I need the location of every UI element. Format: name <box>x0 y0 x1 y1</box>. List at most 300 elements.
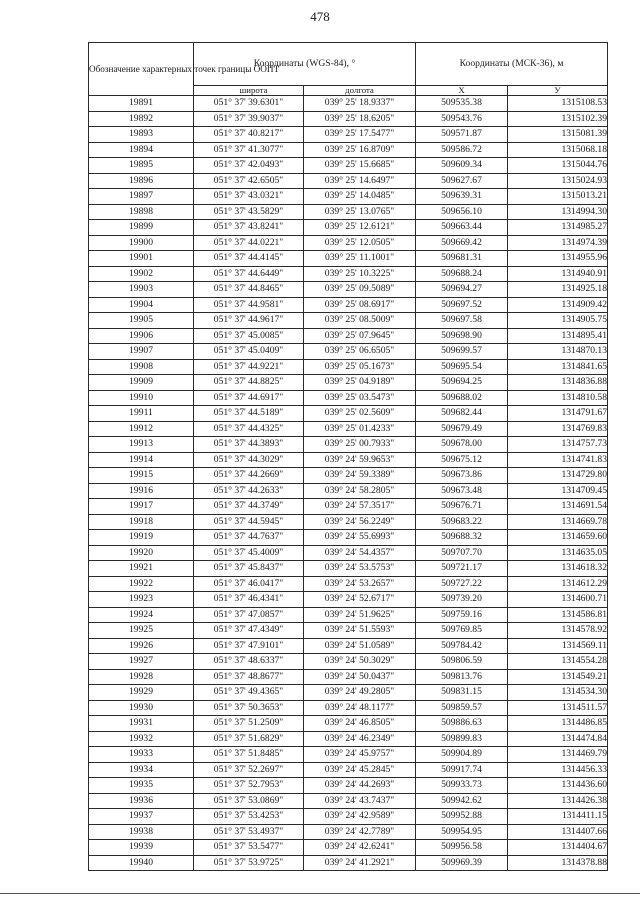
x-coordinate-cell: 509694.27 <box>416 282 508 298</box>
point-id-cell: 19895 <box>89 158 194 174</box>
x-coordinate-cell: 509904.89 <box>416 747 508 763</box>
latitude-cell: 051° 37' 50.3653" <box>194 700 304 716</box>
longitude-cell: 039° 24' 50.3029" <box>304 654 416 670</box>
table-row <box>89 592 608 608</box>
table-row <box>89 778 608 794</box>
longitude-cell: 039° 25' 03.5473" <box>304 390 416 406</box>
table-row <box>89 824 608 840</box>
point-id-cell: 19904 <box>89 297 194 313</box>
point-id-cell: 19918 <box>89 514 194 530</box>
point-id-cell: 19899 <box>89 220 194 236</box>
longitude-cell: 039° 24' 58.2805" <box>304 483 416 499</box>
longitude-cell: 039° 25' 14.0485" <box>304 189 416 205</box>
longitude-cell: 039° 24' 46.8505" <box>304 716 416 732</box>
y-coordinate-cell: 1314534.30 <box>508 685 608 701</box>
latitude-cell: 051° 37' 53.4937" <box>194 824 304 840</box>
x-coordinate-cell: 509609.34 <box>416 158 508 174</box>
latitude-cell: 051° 37' 48.8677" <box>194 669 304 685</box>
x-coordinate-cell: 509952.88 <box>416 809 508 825</box>
x-coordinate-cell: 509917.74 <box>416 762 508 778</box>
point-id-cell: 19894 <box>89 142 194 158</box>
y-coordinate-cell: 1314810.58 <box>508 390 608 406</box>
y-coordinate-cell: 1314578.92 <box>508 623 608 639</box>
point-id-cell: 19927 <box>89 654 194 670</box>
longitude-cell: 039° 25' 16.8709" <box>304 142 416 158</box>
table-row <box>89 638 608 654</box>
x-coordinate-cell: 509697.52 <box>416 297 508 313</box>
latitude-cell: 051° 37' 39.9037" <box>194 111 304 127</box>
point-id-cell: 19920 <box>89 545 194 561</box>
table-row <box>89 793 608 809</box>
point-id-cell: 19925 <box>89 623 194 639</box>
table-row <box>89 421 608 437</box>
table-row <box>89 700 608 716</box>
x-coordinate-cell: 509859.57 <box>416 700 508 716</box>
x-coordinate-cell: 509586.72 <box>416 142 508 158</box>
longitude-cell: 039° 25' 18.9337" <box>304 96 416 112</box>
latitude-cell: 051° 37' 51.8485" <box>194 747 304 763</box>
table-row <box>89 235 608 251</box>
latitude-cell: 051° 37' 48.6337" <box>194 654 304 670</box>
y-coordinate-cell: 1314994.30 <box>508 204 608 220</box>
point-id-cell: 19923 <box>89 592 194 608</box>
x-coordinate-cell: 509707.70 <box>416 545 508 561</box>
x-coordinate-cell: 509806.59 <box>416 654 508 670</box>
point-id-cell: 19911 <box>89 406 194 422</box>
y-coordinate-cell: 1314600.71 <box>508 592 608 608</box>
point-id-cell: 19912 <box>89 421 194 437</box>
longitude-cell: 039° 24' 48.1177" <box>304 700 416 716</box>
longitude-cell: 039° 25' 06.6505" <box>304 344 416 360</box>
y-coordinate-cell: 1315102.39 <box>508 111 608 127</box>
table-row <box>89 127 608 143</box>
longitude-cell: 039° 24' 51.5593" <box>304 623 416 639</box>
latitude-cell: 051° 37' 47.0857" <box>194 607 304 623</box>
table-row <box>89 855 608 871</box>
latitude-cell: 051° 37' 53.0869" <box>194 793 304 809</box>
longitude-cell: 039° 24' 49.2805" <box>304 685 416 701</box>
longitude-cell: 039° 24' 51.0589" <box>304 638 416 654</box>
y-coordinate-cell: 1314426.38 <box>508 793 608 809</box>
latitude-cell: 051° 37' 51.2509" <box>194 716 304 732</box>
latitude-cell: 051° 37' 45.8437" <box>194 561 304 577</box>
table-row <box>89 499 608 515</box>
table-row <box>89 561 608 577</box>
latitude-cell: 051° 37' 53.5477" <box>194 840 304 856</box>
x-coordinate-cell: 509969.39 <box>416 855 508 871</box>
point-id-cell: 19893 <box>89 127 194 143</box>
point-id-cell: 19922 <box>89 576 194 592</box>
latitude-cell: 051° 37' 46.0417" <box>194 576 304 592</box>
table-header-row <box>89 43 608 86</box>
point-column-header: Обозначение характерных точек границы ООПТ <box>89 43 194 96</box>
table-row <box>89 623 608 639</box>
longitude-cell: 039° 24' 59.3389" <box>304 468 416 484</box>
x-coordinate-cell: 509899.83 <box>416 731 508 747</box>
longitude-cell: 039° 25' 17.5477" <box>304 127 416 143</box>
table-row <box>89 747 608 763</box>
latitude-cell: 051° 37' 49.4365" <box>194 685 304 701</box>
latitude-cell: 051° 37' 47.4349" <box>194 623 304 639</box>
latitude-cell: 051° 37' 44.5945" <box>194 514 304 530</box>
table-row <box>89 204 608 220</box>
y-coordinate-cell: 1314554.28 <box>508 654 608 670</box>
x-coordinate-cell: 509813.76 <box>416 669 508 685</box>
latitude-cell: 051° 37' 44.2669" <box>194 468 304 484</box>
longitude-cell: 039° 24' 46.2349" <box>304 731 416 747</box>
longitude-column-header: долгота <box>304 86 416 96</box>
y-coordinate-cell: 1314586.81 <box>508 607 608 623</box>
y-coordinate-cell: 1314407.66 <box>508 824 608 840</box>
y-coordinate-cell: 1314635.05 <box>508 545 608 561</box>
table-row <box>89 111 608 127</box>
table-row <box>89 220 608 236</box>
x-coordinate-cell: 509682.44 <box>416 406 508 422</box>
table-row <box>89 545 608 561</box>
x-coordinate-cell: 509942.62 <box>416 793 508 809</box>
point-id-cell: 19933 <box>89 747 194 763</box>
x-coordinate-cell: 509721.17 <box>416 561 508 577</box>
point-id-cell: 19906 <box>89 328 194 344</box>
point-id-cell: 19909 <box>89 375 194 391</box>
longitude-cell: 039° 25' 08.6917" <box>304 297 416 313</box>
y-coordinate-cell: 1314549.21 <box>508 669 608 685</box>
table-row <box>89 514 608 530</box>
y-coordinate-cell: 1314469.79 <box>508 747 608 763</box>
longitude-cell: 039° 24' 54.4357" <box>304 545 416 561</box>
latitude-cell: 051° 37' 52.7953" <box>194 778 304 794</box>
point-id-cell: 19908 <box>89 359 194 375</box>
table-row <box>89 530 608 546</box>
y-coordinate-cell: 1315044.76 <box>508 158 608 174</box>
latitude-cell: 051° 37' 39.6301" <box>194 96 304 112</box>
x-coordinate-cell: 509954.95 <box>416 824 508 840</box>
x-coordinate-cell: 509759.16 <box>416 607 508 623</box>
latitude-cell: 051° 37' 45.4009" <box>194 545 304 561</box>
y-coordinate-cell: 1315024.93 <box>508 173 608 189</box>
table-row <box>89 716 608 732</box>
x-coordinate-cell: 509698.90 <box>416 328 508 344</box>
table-row <box>89 313 608 329</box>
point-id-cell: 19901 <box>89 251 194 267</box>
latitude-cell: 051° 37' 44.4325" <box>194 421 304 437</box>
latitude-cell: 051° 37' 44.9581" <box>194 297 304 313</box>
point-id-cell: 19938 <box>89 824 194 840</box>
longitude-cell: 039° 24' 55.6993" <box>304 530 416 546</box>
x-coordinate-cell: 509639.31 <box>416 189 508 205</box>
x-coordinate-cell: 509656.10 <box>416 204 508 220</box>
point-id-cell: 19917 <box>89 499 194 515</box>
y-coordinate-cell: 1315013.21 <box>508 189 608 205</box>
longitude-cell: 039° 24' 42.9589" <box>304 809 416 825</box>
point-id-cell: 19907 <box>89 344 194 360</box>
point-id-cell: 19924 <box>89 607 194 623</box>
longitude-cell: 039° 25' 02.5609" <box>304 406 416 422</box>
longitude-cell: 039° 25' 11.1001" <box>304 251 416 267</box>
longitude-cell: 039° 24' 57.3517" <box>304 499 416 515</box>
y-coordinate-cell: 1314836.88 <box>508 375 608 391</box>
y-coordinate-cell: 1314791.67 <box>508 406 608 422</box>
y-coordinate-cell: 1314618.32 <box>508 561 608 577</box>
x-coordinate-cell: 509676.71 <box>416 499 508 515</box>
x-coordinate-cell: 509683.22 <box>416 514 508 530</box>
table-row <box>89 483 608 499</box>
latitude-cell: 051° 37' 44.8825" <box>194 375 304 391</box>
point-id-cell: 19939 <box>89 840 194 856</box>
table-row <box>89 158 608 174</box>
longitude-cell: 039° 24' 53.2657" <box>304 576 416 592</box>
point-id-cell: 19900 <box>89 235 194 251</box>
table-row <box>89 809 608 825</box>
point-id-cell: 19897 <box>89 189 194 205</box>
latitude-cell: 051° 37' 43.8241" <box>194 220 304 236</box>
y-coordinate-cell: 1315108.53 <box>508 96 608 112</box>
point-id-cell: 19935 <box>89 778 194 794</box>
x-coordinate-cell: 509669.42 <box>416 235 508 251</box>
table-row <box>89 142 608 158</box>
y-coordinate-cell: 1314659.60 <box>508 530 608 546</box>
longitude-cell: 039° 24' 41.2921" <box>304 855 416 871</box>
y-coordinate-cell: 1314974.39 <box>508 235 608 251</box>
latitude-cell: 051° 37' 44.3749" <box>194 499 304 515</box>
x-coordinate-cell: 509956.58 <box>416 840 508 856</box>
msk-column-header: Координаты (МСК-36), м <box>416 43 608 86</box>
latitude-cell: 051° 37' 44.0221" <box>194 235 304 251</box>
table-row <box>89 840 608 856</box>
y-coordinate-cell: 1314895.41 <box>508 328 608 344</box>
point-id-cell: 19926 <box>89 638 194 654</box>
latitude-cell: 051° 37' 44.6449" <box>194 266 304 282</box>
x-coordinate-cell: 509695.54 <box>416 359 508 375</box>
longitude-cell: 039° 25' 09.5089" <box>304 282 416 298</box>
y-coordinate-cell: 1314612.29 <box>508 576 608 592</box>
longitude-cell: 039° 24' 52.6717" <box>304 592 416 608</box>
x-coordinate-cell: 509784.42 <box>416 638 508 654</box>
longitude-cell: 039° 24' 44.2693" <box>304 778 416 794</box>
table-row <box>89 297 608 313</box>
point-id-cell: 19930 <box>89 700 194 716</box>
y-coordinate-cell: 1314741.83 <box>508 452 608 468</box>
table-row <box>89 251 608 267</box>
latitude-cell: 051° 37' 44.7637" <box>194 530 304 546</box>
latitude-cell: 051° 37' 43.5829" <box>194 204 304 220</box>
y-coordinate-cell: 1314769.83 <box>508 421 608 437</box>
page-bottom-rule <box>0 893 640 894</box>
table-row <box>89 654 608 670</box>
x-column-header: X <box>416 86 508 96</box>
x-coordinate-cell: 509688.24 <box>416 266 508 282</box>
point-id-cell: 19932 <box>89 731 194 747</box>
y-coordinate-cell: 1314511.57 <box>508 700 608 716</box>
point-id-cell: 19931 <box>89 716 194 732</box>
table-row <box>89 468 608 484</box>
latitude-cell: 051° 37' 44.8465" <box>194 282 304 298</box>
y-coordinate-cell: 1314709.45 <box>508 483 608 499</box>
point-id-cell: 19916 <box>89 483 194 499</box>
longitude-cell: 039° 25' 05.1673" <box>304 359 416 375</box>
y-coordinate-cell: 1314925.18 <box>508 282 608 298</box>
latitude-cell: 051° 37' 52.2697" <box>194 762 304 778</box>
x-coordinate-cell: 509675.12 <box>416 452 508 468</box>
latitude-cell: 051° 37' 44.9617" <box>194 313 304 329</box>
y-coordinate-cell: 1314870.13 <box>508 344 608 360</box>
table-row <box>89 344 608 360</box>
y-coordinate-cell: 1314729.80 <box>508 468 608 484</box>
longitude-cell: 039° 24' 45.2845" <box>304 762 416 778</box>
table-row <box>89 96 608 112</box>
longitude-cell: 039° 25' 15.6685" <box>304 158 416 174</box>
latitude-cell: 051° 37' 44.2633" <box>194 483 304 499</box>
point-id-cell: 19903 <box>89 282 194 298</box>
y-coordinate-cell: 1314955.96 <box>508 251 608 267</box>
table-row <box>89 607 608 623</box>
longitude-cell: 039° 25' 00.7933" <box>304 437 416 453</box>
y-coordinate-cell: 1314474.84 <box>508 731 608 747</box>
longitude-cell: 039° 25' 12.0505" <box>304 235 416 251</box>
y-coordinate-cell: 1314569.11 <box>508 638 608 654</box>
latitude-cell: 051° 37' 53.4253" <box>194 809 304 825</box>
x-coordinate-cell: 509831.15 <box>416 685 508 701</box>
point-id-cell: 19913 <box>89 437 194 453</box>
latitude-cell: 051° 37' 43.0321" <box>194 189 304 205</box>
table-row <box>89 328 608 344</box>
y-column-header: У <box>508 86 608 96</box>
x-coordinate-cell: 509673.86 <box>416 468 508 484</box>
x-coordinate-cell: 509627.67 <box>416 173 508 189</box>
table-row <box>89 731 608 747</box>
x-coordinate-cell: 509727.22 <box>416 576 508 592</box>
longitude-cell: 039° 25' 07.9645" <box>304 328 416 344</box>
latitude-cell: 051° 37' 44.9221" <box>194 359 304 375</box>
y-coordinate-cell: 1314985.27 <box>508 220 608 236</box>
table-row <box>89 576 608 592</box>
point-id-cell: 19940 <box>89 855 194 871</box>
point-id-cell: 19929 <box>89 685 194 701</box>
wgs-column-header: Координаты (WGS-84), ° <box>194 43 416 86</box>
longitude-cell: 039° 25' 12.6121" <box>304 220 416 236</box>
table-body <box>89 96 608 871</box>
x-coordinate-cell: 509739.20 <box>416 592 508 608</box>
latitude-cell: 051° 37' 46.4341" <box>194 592 304 608</box>
longitude-cell: 039° 25' 10.3225" <box>304 266 416 282</box>
x-coordinate-cell: 509673.48 <box>416 483 508 499</box>
y-coordinate-cell: 1314940.91 <box>508 266 608 282</box>
table-row <box>89 189 608 205</box>
latitude-cell: 051° 37' 47.9101" <box>194 638 304 654</box>
longitude-cell: 039° 25' 01.4233" <box>304 421 416 437</box>
y-coordinate-cell: 1314669.78 <box>508 514 608 530</box>
point-id-cell: 19910 <box>89 390 194 406</box>
x-coordinate-cell: 509697.58 <box>416 313 508 329</box>
point-id-cell: 19896 <box>89 173 194 189</box>
table-row <box>89 685 608 701</box>
longitude-cell: 039° 24' 56.2249" <box>304 514 416 530</box>
y-coordinate-cell: 1314411.15 <box>508 809 608 825</box>
y-coordinate-cell: 1314757.73 <box>508 437 608 453</box>
table-row <box>89 437 608 453</box>
point-id-cell: 19898 <box>89 204 194 220</box>
table-row <box>89 669 608 685</box>
table-row <box>89 375 608 391</box>
page-number: 478 <box>310 9 330 24</box>
longitude-cell: 039° 25' 08.5009" <box>304 313 416 329</box>
point-id-cell: 19915 <box>89 468 194 484</box>
y-coordinate-cell: 1314378.88 <box>508 855 608 871</box>
table-row <box>89 762 608 778</box>
latitude-column-header: широта <box>194 86 304 96</box>
y-coordinate-cell: 1314909.42 <box>508 297 608 313</box>
point-id-cell: 19928 <box>89 669 194 685</box>
longitude-cell: 039° 24' 42.6241" <box>304 840 416 856</box>
latitude-cell: 051° 37' 42.0493" <box>194 158 304 174</box>
x-coordinate-cell: 509694.25 <box>416 375 508 391</box>
y-coordinate-cell: 1314436.60 <box>508 778 608 794</box>
table-row <box>89 266 608 282</box>
latitude-cell: 051° 37' 44.3029" <box>194 452 304 468</box>
coordinates-table <box>88 42 608 871</box>
longitude-cell: 039° 25' 04.9189" <box>304 375 416 391</box>
x-coordinate-cell: 509535.38 <box>416 96 508 112</box>
y-coordinate-cell: 1314486.85 <box>508 716 608 732</box>
x-coordinate-cell: 509543.76 <box>416 111 508 127</box>
latitude-cell: 051° 37' 44.4145" <box>194 251 304 267</box>
latitude-cell: 051° 37' 45.0409" <box>194 344 304 360</box>
longitude-cell: 039° 24' 42.7789" <box>304 824 416 840</box>
y-coordinate-cell: 1314456.33 <box>508 762 608 778</box>
point-id-cell: 19936 <box>89 793 194 809</box>
longitude-cell: 039° 24' 45.9757" <box>304 747 416 763</box>
latitude-cell: 051° 37' 45.0085" <box>194 328 304 344</box>
point-id-cell: 19919 <box>89 530 194 546</box>
table-row <box>89 390 608 406</box>
longitude-cell: 039° 24' 53.5753" <box>304 561 416 577</box>
point-id-cell: 19921 <box>89 561 194 577</box>
longitude-cell: 039° 24' 50.0437" <box>304 669 416 685</box>
longitude-cell: 039° 24' 43.7437" <box>304 793 416 809</box>
longitude-cell: 039° 25' 18.6205" <box>304 111 416 127</box>
point-id-cell: 19934 <box>89 762 194 778</box>
point-id-cell: 19937 <box>89 809 194 825</box>
latitude-cell: 051° 37' 44.5189" <box>194 406 304 422</box>
latitude-cell: 051° 37' 44.3893" <box>194 437 304 453</box>
x-coordinate-cell: 509571.87 <box>416 127 508 143</box>
x-coordinate-cell: 509663.44 <box>416 220 508 236</box>
y-coordinate-cell: 1314691.54 <box>508 499 608 515</box>
table-row <box>89 173 608 189</box>
x-coordinate-cell: 509688.32 <box>416 530 508 546</box>
y-coordinate-cell: 1314905.75 <box>508 313 608 329</box>
y-coordinate-cell: 1315081.39 <box>508 127 608 143</box>
point-id-cell: 19905 <box>89 313 194 329</box>
x-coordinate-cell: 509681.31 <box>416 251 508 267</box>
table-row <box>89 406 608 422</box>
x-coordinate-cell: 509688.02 <box>416 390 508 406</box>
latitude-cell: 051° 37' 53.9725" <box>194 855 304 871</box>
latitude-cell: 051° 37' 41.3077" <box>194 142 304 158</box>
point-id-cell: 19892 <box>89 111 194 127</box>
y-coordinate-cell: 1314841.65 <box>508 359 608 375</box>
x-coordinate-cell: 509678.00 <box>416 437 508 453</box>
y-coordinate-cell: 1315068.18 <box>508 142 608 158</box>
point-id-cell: 19891 <box>89 96 194 112</box>
latitude-cell: 051° 37' 42.6505" <box>194 173 304 189</box>
table-row <box>89 282 608 298</box>
point-id-cell: 19914 <box>89 452 194 468</box>
latitude-cell: 051° 37' 51.6829" <box>194 731 304 747</box>
longitude-cell: 039° 25' 14.6497" <box>304 173 416 189</box>
table-row <box>89 359 608 375</box>
y-coordinate-cell: 1314404.67 <box>508 840 608 856</box>
